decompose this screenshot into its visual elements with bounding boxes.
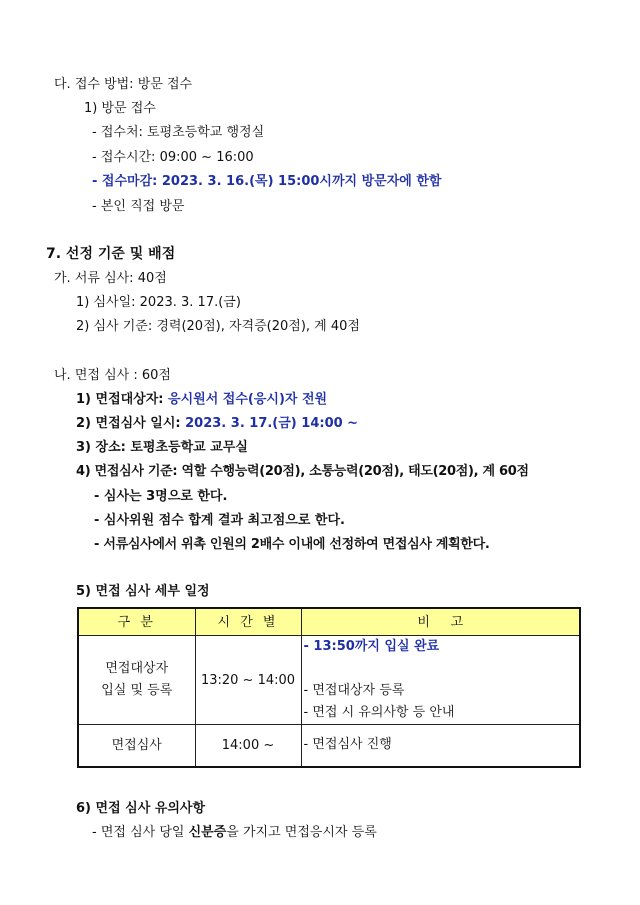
interview-candidates-label: 1) 면접대상자: xyxy=(76,392,169,407)
row2-note-text: - 면접심사 진행 xyxy=(303,737,392,753)
row1-category-line2: 입실 및 등록 xyxy=(101,683,173,698)
interview-schedule-table xyxy=(77,607,581,768)
row1-category xyxy=(78,636,195,725)
reception-deadline: - 접수마감: 2023. 3. 16.(목) 15:00시까지 방문자에 한함 xyxy=(92,174,442,189)
interview-schedule-heading: 5) 면접 심사 세부 일정 xyxy=(76,584,210,599)
row1-time: 13:20 ~ 14:00 xyxy=(195,636,301,725)
interview-rule-3: - 서류심사에서 위촉 인원의 2배수 이내에 선정하여 면접심사 계획한다. xyxy=(94,537,490,552)
reception-time: - 접수시간: 09:00 ~ 16:00 xyxy=(92,150,254,165)
col-time-header: 시 간 별 xyxy=(195,608,301,636)
heading-selection-criteria: 7. 선정 기준 및 배점 xyxy=(46,246,176,262)
row2-category: 면접심사 xyxy=(78,725,195,767)
interview-notes-id-card: 신분증 xyxy=(188,825,227,840)
interview-rule-1: - 심사는 3명으로 한다. xyxy=(94,489,228,504)
row2-time: 14:00 ~ xyxy=(195,725,301,767)
interview-datetime-label: 2) 면접심사 일시: xyxy=(76,416,186,431)
interview-candidates-value: 응시원서 접수(응시)자 전원 xyxy=(168,392,328,407)
reception-place: - 접수처: 토평초등학교 행정실 xyxy=(92,125,265,140)
interview-notes-heading: 6) 면접 심사 유의사항 xyxy=(76,801,206,816)
row2-note xyxy=(301,725,580,767)
row1-note-3: - 면접 시 유의사항 등 안내 xyxy=(303,705,455,720)
interview-candidates xyxy=(76,393,327,406)
interview-datetime xyxy=(76,417,358,430)
col-note-header: 비 고 xyxy=(301,608,580,636)
row1-note xyxy=(301,636,580,725)
row1-note-2: - 면접대상자 등록 xyxy=(303,683,405,698)
heading-interview: 나. 면접 심사 : 60점 xyxy=(54,368,171,383)
table-header-row xyxy=(78,608,580,636)
interview-rule-2: - 심사위원 점수 합계 결과 최고점으로 한다. xyxy=(94,513,345,528)
row1-category-line1: 면접대상자 xyxy=(105,661,169,676)
interview-notes-item xyxy=(92,826,377,839)
interview-criteria: 4) 면접심사 기준: 역할 수행능력(20점), 소통능력(20점), 태도(20점), 계 60점 xyxy=(76,464,529,479)
document-review-date: 1) 심사일: 2023. 3. 17.(금) xyxy=(76,295,241,310)
document-review-criteria: 2) 심사 기준: 경력(20점), 자격증(20점), 계 40점 xyxy=(76,319,360,334)
table-row xyxy=(78,725,580,767)
interview-place: 3) 장소: 토평초등학교 교무실 xyxy=(76,440,248,455)
table-row xyxy=(78,636,580,725)
interview-notes-part-a: - 면접 심사 당일 xyxy=(92,825,189,840)
sub-visit-reception: 1) 방문 접수 xyxy=(84,101,156,116)
col-category-header: 구 분 xyxy=(78,608,195,636)
heading-document-review: 가. 서류 심사: 40점 xyxy=(54,271,167,286)
heading-reception-method: 다. 접수 방법: 방문 접수 xyxy=(54,77,193,92)
reception-in-person: - 본인 직접 방문 xyxy=(92,199,185,214)
interview-datetime-value: 2023. 3. 17.(금) 14:00 ~ xyxy=(185,416,359,431)
row1-note-1: - 13:50까지 입실 완료 xyxy=(303,639,440,654)
interview-notes-part-c: 을 가지고 면접응시자 등록 xyxy=(226,825,377,840)
